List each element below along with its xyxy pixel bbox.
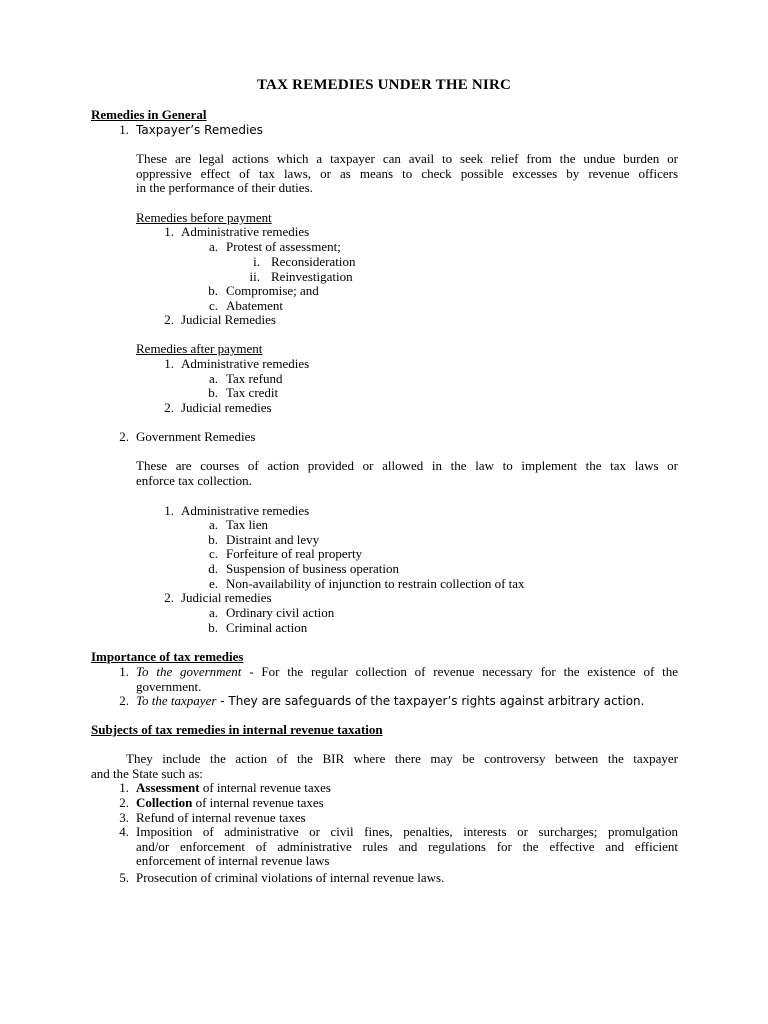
list-letter: b. <box>208 532 218 547</box>
list-number: 1. <box>119 780 129 795</box>
list-item-forfeiture: Forfeiture of real property <box>226 546 363 561</box>
list-item-criminal-action: Criminal action <box>226 620 308 635</box>
paragraph-line: These are legal actions which a taxpayer can avail to seek relief from the undue burden or <box>136 151 678 166</box>
page-title: TAX REMEDIES UNDER THE NIRC <box>256 77 512 93</box>
list-item-judicial-remedies: Judicial Remedies <box>181 312 276 327</box>
list-item-protest-of-assessment: Protest of assessment; <box>226 239 341 254</box>
list-number: 2. <box>164 312 174 327</box>
paragraph-line <box>136 665 678 680</box>
list-item-tax-lien: Tax lien <box>226 517 269 532</box>
emphasis-text: To the government <box>136 664 242 679</box>
list-item-abatement: Abatement <box>226 298 284 313</box>
list-item-administrative-remedies: Administrative remedies <box>181 356 310 371</box>
list-letter: c. <box>208 298 218 313</box>
list-letter: c. <box>208 546 218 561</box>
list-item-reconsideration: Reconsideration <box>271 254 356 269</box>
list-number: 4. <box>119 824 129 839</box>
paragraph-line: These are courses of action provided or allowed in the law to implement the tax laws or <box>136 458 678 473</box>
subheading-remedies-after-payment: Remedies after payment <box>136 341 263 356</box>
emphasis-text: To the taxpayer <box>136 693 217 708</box>
list-item-distraint-and-levy: Distraint and levy <box>226 532 320 547</box>
list-letter: b. <box>208 385 218 400</box>
list-letter: e. <box>208 576 218 591</box>
list-item-tax-refund: Tax refund <box>226 371 283 386</box>
list-roman: ii. <box>249 269 260 284</box>
paragraph-line: enforcement of internal revenue laws <box>136 853 330 869</box>
list-letter: b. <box>208 283 218 298</box>
list-item-compromise: Compromise; and <box>226 283 319 298</box>
list-item-reinvestigation: Reinvestigation <box>271 269 353 284</box>
paragraph-line: government. <box>136 678 202 694</box>
list-item-non-availability: Non-availability of injunction to restrain collection of tax <box>226 576 525 591</box>
list-number: 2. <box>164 400 174 415</box>
list-number: 2. <box>164 590 174 605</box>
item-text: - They are safeguards of the taxpayer’s rights against arbitrary action. <box>216 694 645 708</box>
list-item-prosecution: Prosecution of criminal violations of internal revenue laws. <box>136 870 445 885</box>
list-number: 1. <box>164 356 174 371</box>
list-item-tax-credit: Tax credit <box>226 385 279 400</box>
list-number: 1. <box>119 122 129 137</box>
list-number: 1. <box>119 664 129 679</box>
list-item-administrative-remedies: Administrative remedies <box>181 224 310 239</box>
list-roman: i. <box>253 254 260 269</box>
list-number: 3. <box>119 810 129 825</box>
bold-term: Assessment <box>136 780 200 795</box>
list-letter: b. <box>208 620 218 635</box>
list-item-assessment <box>136 781 331 796</box>
paragraph-line: Imposition of administrative or civil fines, penalties, interests or surcharges; promulgation <box>136 824 678 839</box>
list-letter: a. <box>208 605 218 620</box>
list-letter: a. <box>208 517 218 532</box>
paragraph-line: and the State such as: <box>91 765 203 781</box>
list-number: 2. <box>119 693 129 708</box>
list-item-imposition <box>136 825 678 869</box>
paragraph-line: They include the action of the BIR where there may be controversy between the taxpayer <box>126 751 678 766</box>
list-letter: a. <box>208 239 218 254</box>
list-item-judicial-remedies: Judicial remedies <box>181 590 272 605</box>
paragraph-line: enforce tax collection. <box>136 472 252 488</box>
list-letter: d. <box>208 561 218 576</box>
section-heading-remedies-in-general: Remedies in General <box>91 107 207 122</box>
list-number: 1. <box>164 224 174 239</box>
item-text: - For the regular collection of revenue necessary for the existence of the <box>241 664 678 679</box>
list-item-suspension: Suspension of business operation <box>226 561 399 576</box>
paragraph-subjects <box>91 752 678 781</box>
paragraph-government-remedies <box>136 459 678 488</box>
list-item-administrative-remedies: Administrative remedies <box>181 503 310 518</box>
list-item-collection <box>136 796 324 811</box>
subheading-remedies-before-payment: Remedies before payment <box>136 210 272 225</box>
paragraph-line: in the performance of their duties. <box>136 180 313 196</box>
list-number: 1. <box>164 503 174 518</box>
list-item-judicial-remedies: Judicial remedies <box>181 400 272 415</box>
list-item-government-remedies: Government Remedies <box>136 429 256 444</box>
item-text: of internal revenue taxes <box>192 795 324 810</box>
list-item-taxpayers-remedies: Taxpayer’s Remedies <box>136 123 263 137</box>
list-item-to-the-taxpayer <box>136 694 644 709</box>
list-item-ordinary-civil-action: Ordinary civil action <box>226 605 335 620</box>
list-number: 2. <box>119 795 129 810</box>
paragraph-line: and/or enforcement of administrative rules and regulations for the effective and efficient <box>136 838 678 854</box>
list-number: 5. <box>119 870 129 885</box>
list-number: 2. <box>119 429 129 444</box>
paragraph-line: oppressive effect of tax laws, or as means to check possible excesses by revenue officers <box>136 165 678 181</box>
paragraph-taxpayer-remedies <box>136 152 678 196</box>
list-item-to-the-government <box>136 665 678 694</box>
list-item-refund: Refund of internal revenue taxes <box>136 810 306 825</box>
section-heading-importance: Importance of tax remedies <box>91 649 244 664</box>
item-text: of internal revenue taxes <box>199 780 331 795</box>
list-letter: a. <box>208 371 218 386</box>
bold-term: Collection <box>136 795 193 810</box>
section-heading-subjects: Subjects of tax remedies in internal revenue taxation <box>91 722 383 737</box>
